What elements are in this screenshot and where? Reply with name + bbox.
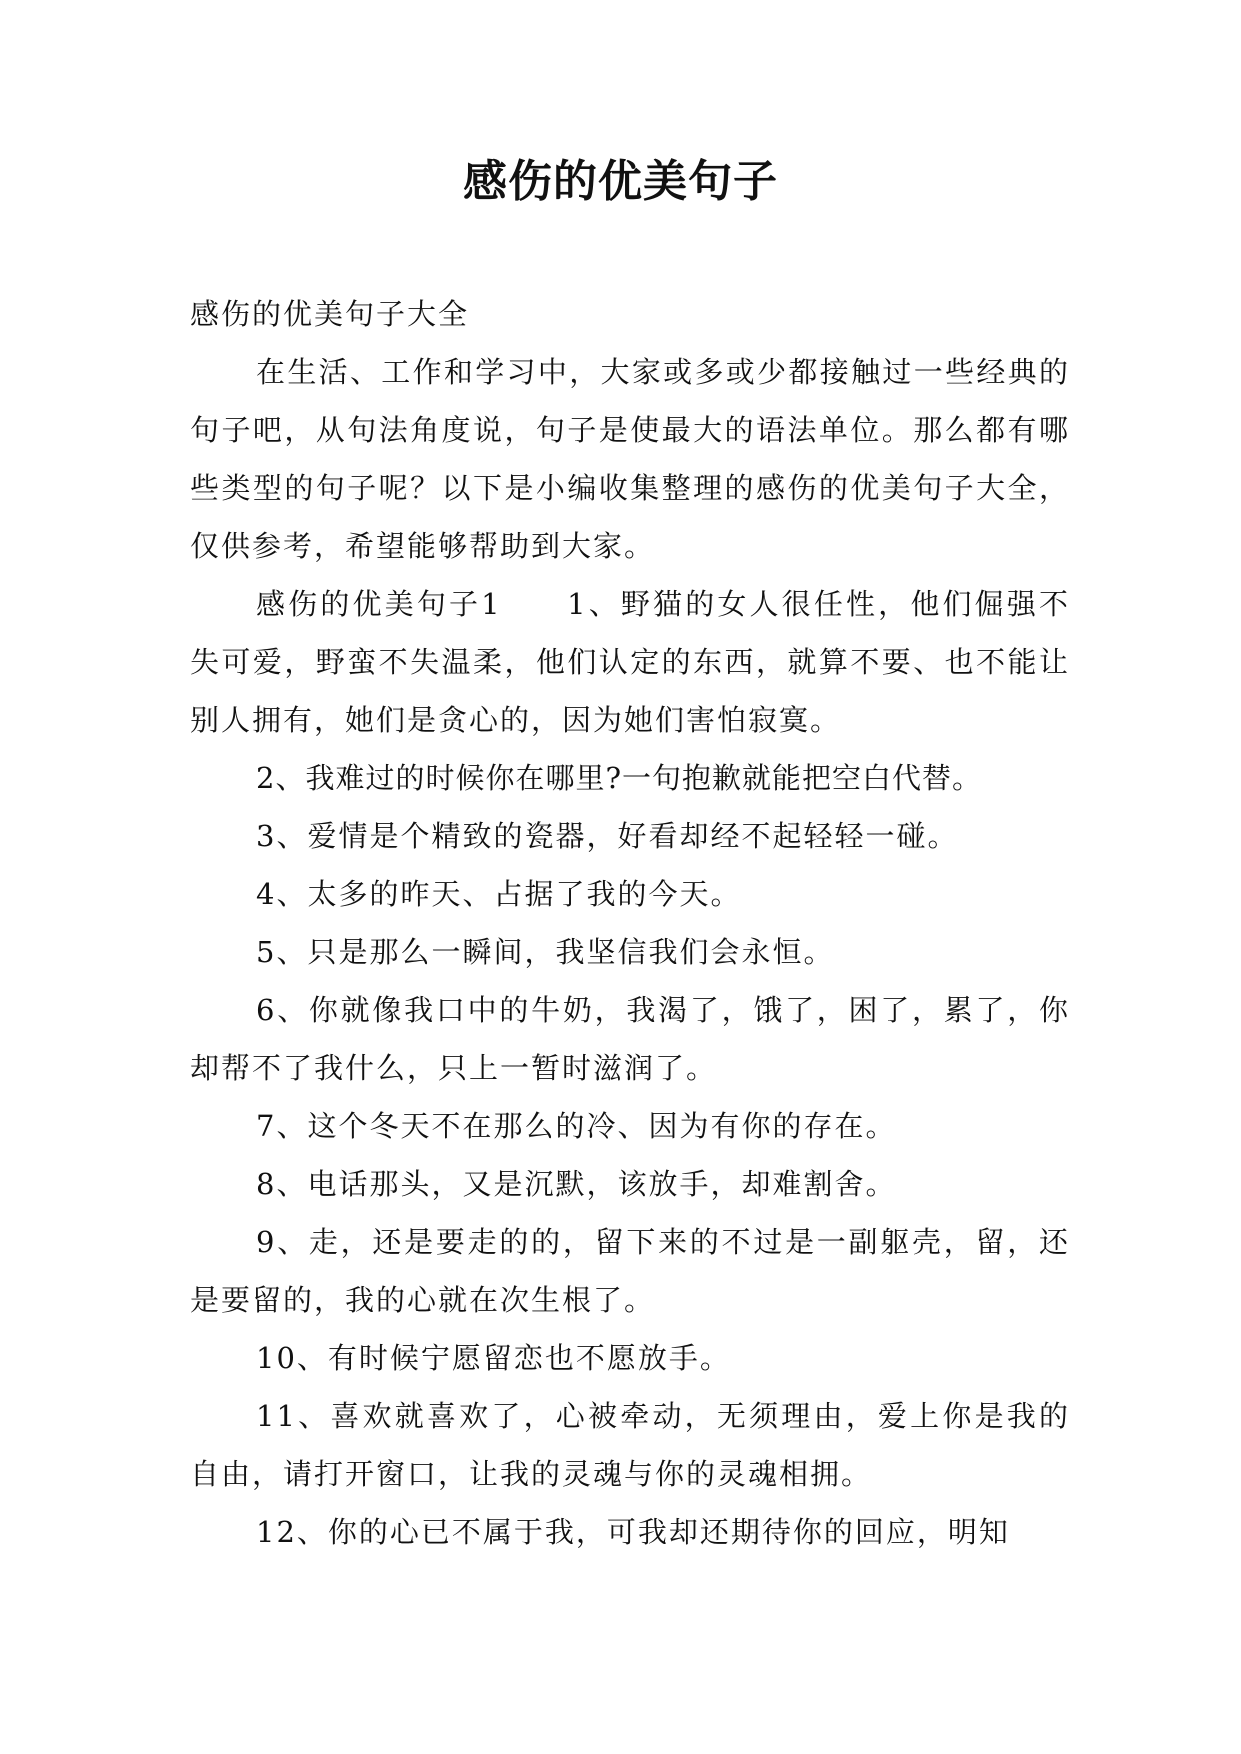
sentence-paragraph: 11、喜欢就喜欢了，心被牵动，无须理由，爱上你是我的自由，请打开窗口，让我的灵魂与你的灵魂相拥。 [190, 1399, 1070, 1491]
sentence-paragraph: 6、你就像我口中的牛奶，我渴了，饿了，困了，累了，你却帮不了我什么，只上一暂时滋润了。 [190, 993, 1070, 1085]
sentence-paragraph: 2、我难过的时候你在哪里?一句抱歉就能把空白代替。 [256, 761, 982, 795]
document-title: 感伤的优美句子 [463, 156, 778, 207]
intro-paragraph: 在生活、工作和学习中，大家或多或少都接触过一些经典的句子吧，从句法角度说，句子是使最大的语法单位。那么都有哪些类型的句子呢？以下是小编收集整理的感伤的优美句子大全，仅供参考，希望能够帮助到大家。 [190, 355, 1070, 563]
sentence-paragraph: 7、这个冬天不在那么的冷、因为有你的存在。 [256, 1109, 897, 1143]
sentence-paragraph: 9、走，还是要走的的，留下来的不过是一副躯壳，留，还是要留的，我的心就在次生根了。 [190, 1225, 1070, 1317]
sentence-paragraph: 10、有时候宁愿留恋也不愿放手。 [256, 1341, 731, 1375]
sentence-paragraph: 3、爱情是个精致的瓷器，好看却经不起轻轻一碰。 [256, 819, 959, 853]
document-body [190, 285, 1070, 1561]
sentence-paragraph: 12、你的心已不属于我，可我却还期待你的回应，明知 [256, 1515, 1010, 1549]
sentence-paragraph: 5、只是那么一瞬间，我坚信我们会永恒。 [256, 935, 835, 969]
sentence-paragraph: 感伤的优美句子1 1、野猫的女人很任性，他们倔强不失可爱，野蛮不失温柔，他们认定的东西，就算不要、也不能让别人拥有，她们是贪心的，因为她们害怕寂寞。 [190, 587, 1070, 737]
sentence-paragraph: 8、电话那头，又是沉默，该放手，却难割舍。 [256, 1167, 897, 1201]
document-subtitle: 感伤的优美句子大全 [190, 297, 470, 331]
sentence-paragraph: 4、太多的昨天、占据了我的今天。 [256, 877, 742, 911]
